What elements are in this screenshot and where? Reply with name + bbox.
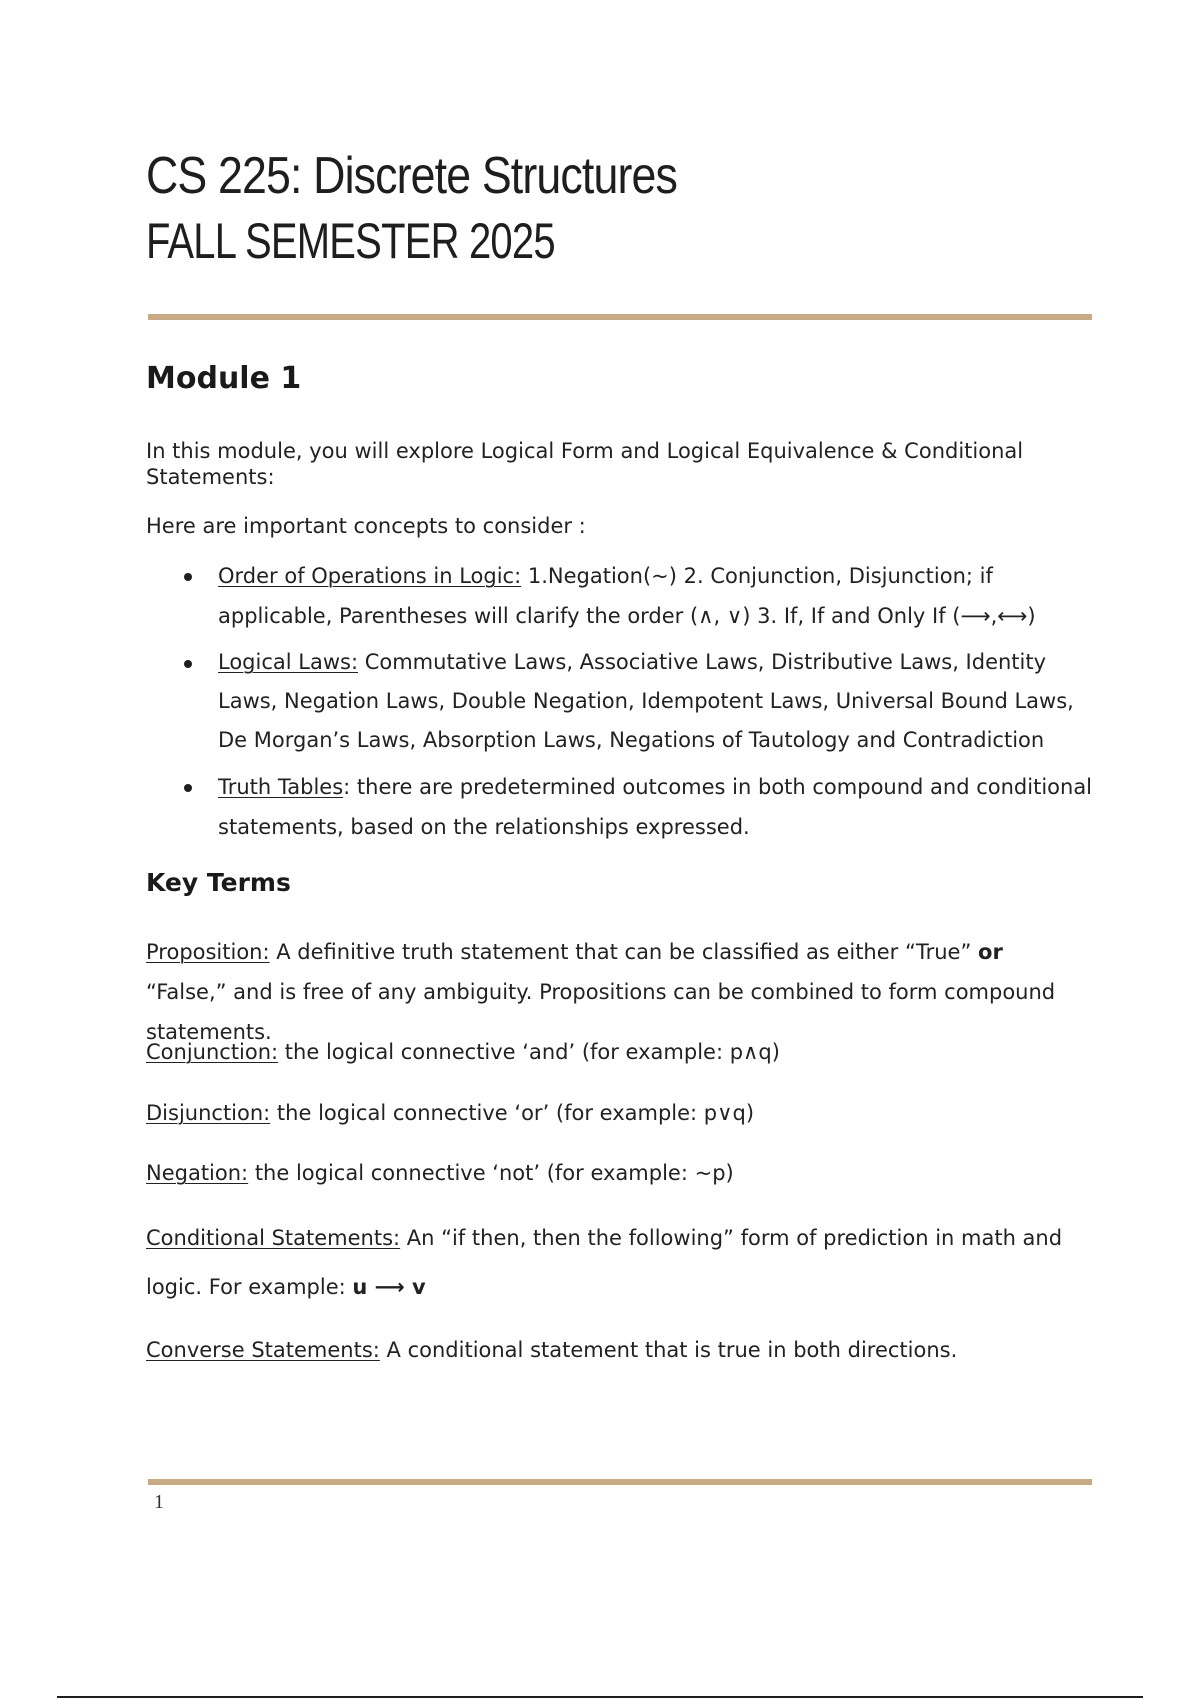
concept-order-of-operations — [218, 556, 1098, 636]
term-text: the logical connective ‘or’ (for example: p∨q) — [270, 1101, 755, 1125]
concept-truth-tables — [218, 767, 1098, 847]
concept-text: : there are predetermined outcomes in both compound and conditional statements, based on the relationships expressed. — [218, 775, 1093, 839]
header-divider — [148, 314, 1092, 320]
semester-title: FALL SEMESTER 2025 — [146, 213, 555, 269]
term-label: Disjunction: — [146, 1101, 271, 1125]
term-text: A conditional statement that is true in both directions. — [379, 1338, 958, 1362]
concept-text: 1.Negation(~) 2. Conjunction, Disjunction; if applicable, Parentheses will clarify the order (∧, ∨) 3. If, If and Only If (⟶,⟷) — [218, 564, 1036, 628]
term-converse-statements — [146, 1330, 1086, 1370]
footer-divider — [148, 1479, 1092, 1485]
module-intro: In this module, you will explore Logical Form and Logical Equivalence & Conditional Statements: — [146, 439, 1024, 489]
concept-label: Order of Operations in Logic: — [218, 564, 522, 588]
term-label: Conditional Statements: — [146, 1226, 401, 1250]
term-label: Converse Statements: — [146, 1338, 380, 1362]
term-text: An “if then, then the following” form of prediction in math and logic. For example: — [146, 1226, 1063, 1299]
key-terms-heading: Key Terms — [146, 868, 291, 897]
module-heading: Module 1 — [146, 361, 302, 396]
concepts-lead: Here are important concepts to consider : — [146, 514, 586, 538]
page-bottom-border — [57, 1696, 1143, 1698]
term-text: the logical connective ‘not’ (for example: ~p) — [248, 1161, 734, 1185]
concept-logical-laws — [218, 643, 1098, 760]
term-conditional-statements — [146, 1214, 1086, 1312]
term-text: A definitive truth statement that can be classified as either “True” — [269, 940, 979, 964]
term-label: Negation: — [146, 1161, 249, 1185]
concept-label: Logical Laws: — [218, 650, 359, 674]
term-text-continued: “False,” and is free of any ambiguity. Propositions can be combined to form compound statements. — [146, 980, 1056, 1044]
concepts-list — [218, 556, 1098, 854]
concept-text: Commutative Laws, Associative Laws, Distributive Laws, Identity Laws, Negation Laws, Double Negation, Idempotent Laws, Universal Bound Laws, De Morgan’s Laws, Absorption Laws, Negations of Tautology and Contradiction — [218, 650, 1074, 752]
conditional-example: u ⟶ v — [352, 1275, 426, 1299]
concept-label: Truth Tables — [218, 775, 344, 799]
term-disjunction — [146, 1093, 1086, 1133]
course-title: CS 225: Discrete Structures — [146, 147, 678, 205]
term-negation — [146, 1153, 1086, 1193]
term-bold-word: or — [978, 940, 1003, 964]
term-conjunction — [146, 1032, 1086, 1072]
term-label: Proposition: — [146, 940, 270, 964]
term-text: the logical connective ‘and’ (for example: p∧q) — [278, 1040, 780, 1064]
page-number: 1 — [154, 1491, 164, 1513]
term-label: Conjunction: — [146, 1040, 279, 1064]
